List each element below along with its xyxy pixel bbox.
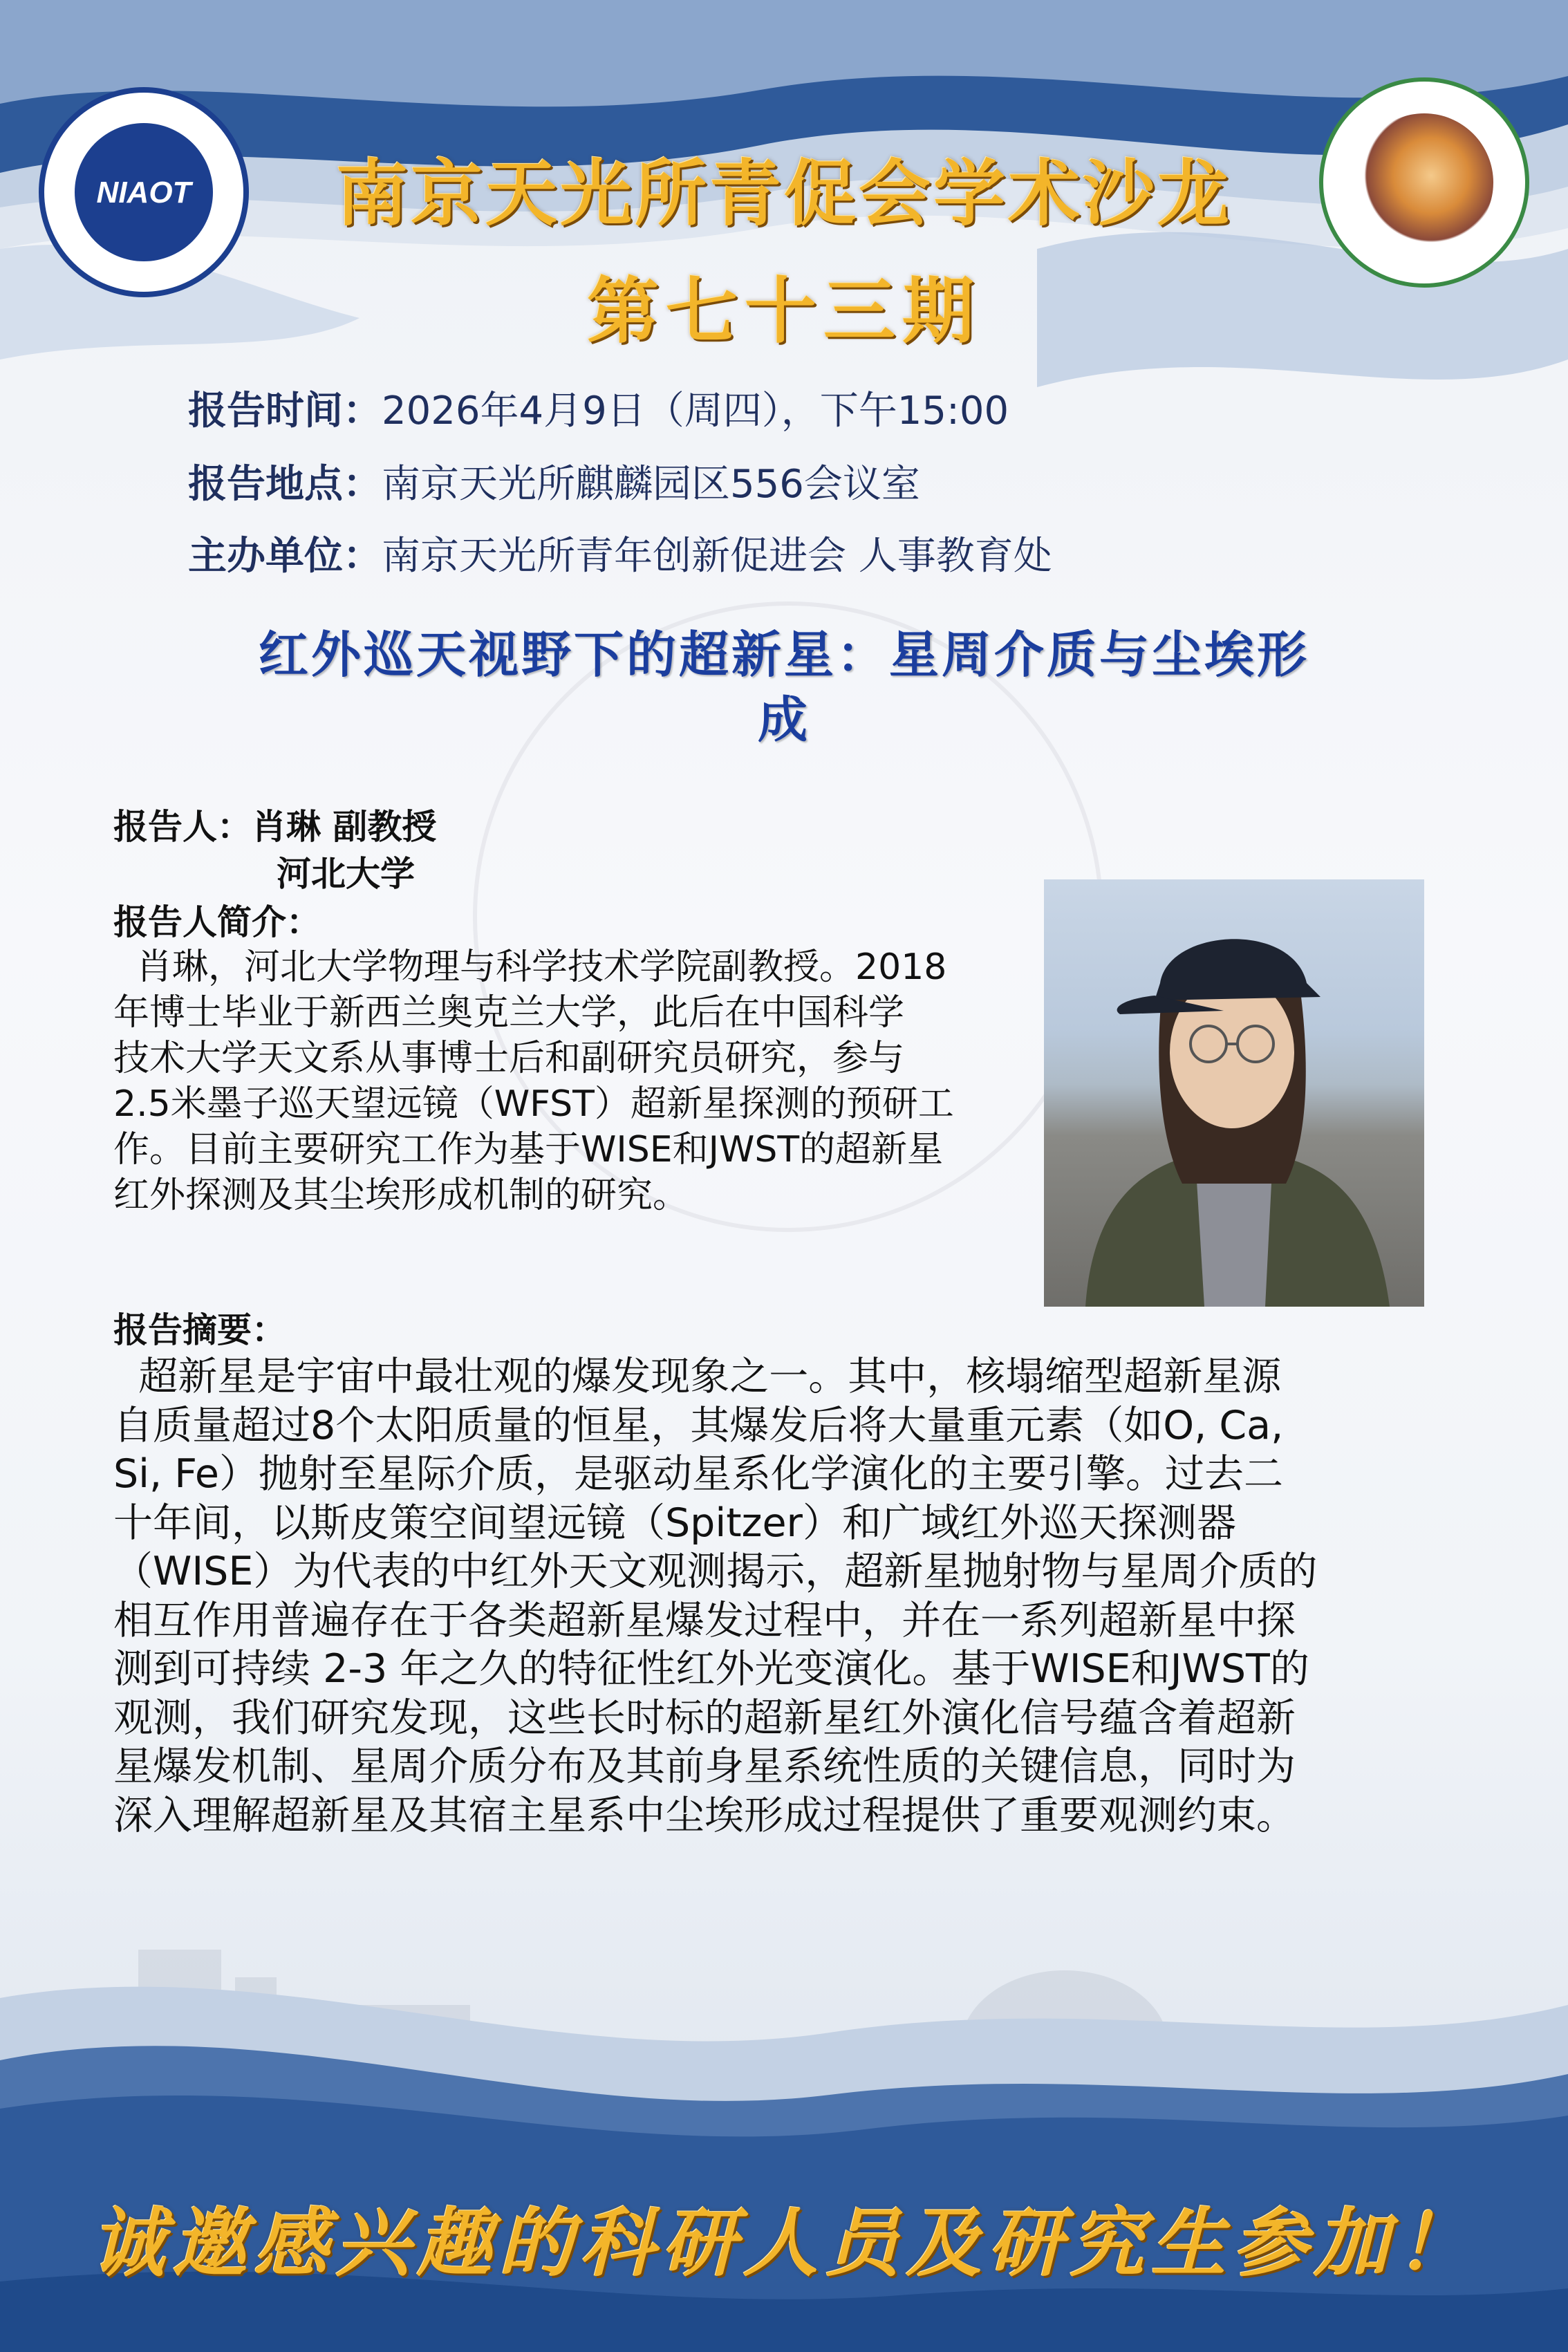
info-place-label: 报告地点：	[188, 462, 382, 507]
niaot-logo-abbr: NIAOT	[96, 176, 192, 209]
youth-association-emblem	[1355, 113, 1493, 252]
talk-title	[124, 622, 1444, 752]
info-time-value: 2026年4月9日（周四），下午15:00	[382, 389, 1009, 433]
abstract-line: 深入理解超新星及其宿主星系中尘埃形成过程提供了重要观测约束。	[113, 1792, 1296, 1838]
talk-title-line2: 成	[757, 691, 810, 749]
info-time-label: 报告时间：	[188, 389, 382, 433]
talk-title-line1: 红外巡天视野下的超新星：星周介质与尘埃形	[258, 626, 1309, 684]
abstract-line: 测到可持续 2-3 年之久的特征性红外光变演化。基于WISE和JWST的	[113, 1646, 1309, 1692]
speaker-name: 报告人：肖琳 副教授	[113, 807, 437, 847]
abstract-label: 报告摘要：	[113, 1310, 286, 1350]
niaot-logo-emblem	[75, 123, 213, 261]
speaker-photo	[1044, 879, 1424, 1307]
info-host-label: 主办单位：	[188, 534, 382, 579]
speaker-photo-illustration	[1044, 879, 1424, 1307]
bio-line: 2.5米墨子巡天望远镜（WFST）超新星探测的预研工	[113, 1083, 954, 1125]
issue-number: 第七十三期	[586, 268, 981, 353]
abstract-line: 自质量超过8个太阳质量的恒星，其爆发后将大量重元素（如O, Ca,	[113, 1402, 1284, 1448]
salon-title: 南京天光所青促会学术沙龙	[335, 151, 1232, 236]
abstract-line: 超新星是宇宙中最壮观的爆发现象之一。其中，核塌缩型超新星源	[113, 1354, 1282, 1399]
info-time	[188, 380, 1009, 436]
abstract-line: （WISE）为代表的中红外天文观测揭示，超新星抛射物与星周介质的	[113, 1549, 1318, 1594]
info-place-value: 南京天光所麒麟园区556会议室	[382, 462, 920, 507]
abstract-line: Si, Fe）抛射至星际介质，是驱动星系化学演化的主要引擎。过去二	[113, 1451, 1283, 1497]
abstract-line: 观测，我们研究发现，这些长时标的超新星红外演化信号蕴含着超新	[113, 1695, 1296, 1741]
info-host	[188, 525, 1052, 581]
invitation-banner: 诚邀感兴趣的科研人员及研究生参加！	[90, 2200, 1477, 2287]
bio-line: 年博士毕业于新西兰奥克兰大学，此后在中国科学	[113, 992, 905, 1034]
bio-line: 技术大学天文系从事博士后和副研究员研究，参与	[113, 1038, 905, 1079]
speaker-affiliation: 河北大学	[277, 854, 415, 894]
abstract-line: 相互作用普遍存在于各类超新星爆发过程中，并在一系列超新星中探	[113, 1597, 1296, 1643]
info-place	[188, 454, 920, 509]
abstract-line: 十年间，以斯皮策空间望远镜（Spitzer）和广域红外巡天探测器	[113, 1500, 1236, 1546]
bio-line: 作。目前主要研究工作为基于WISE和JWST的超新星	[113, 1129, 944, 1170]
speaker-bio	[113, 944, 1040, 1218]
bio-line: 肖琳，河北大学物理与科学技术学院副教授。2018	[113, 946, 947, 988]
bio-label: 报告人简介：	[113, 902, 321, 942]
abstract-body	[113, 1352, 1462, 1840]
abstract-line: 星爆发机制、星周介质分布及其前身星系统性质的关键信息，同时为	[113, 1744, 1296, 1789]
info-host-value: 南京天光所青年创新促进会 人事教育处	[382, 534, 1052, 579]
bio-line: 红外探测及其尘埃形成机制的研究。	[113, 1175, 689, 1216]
